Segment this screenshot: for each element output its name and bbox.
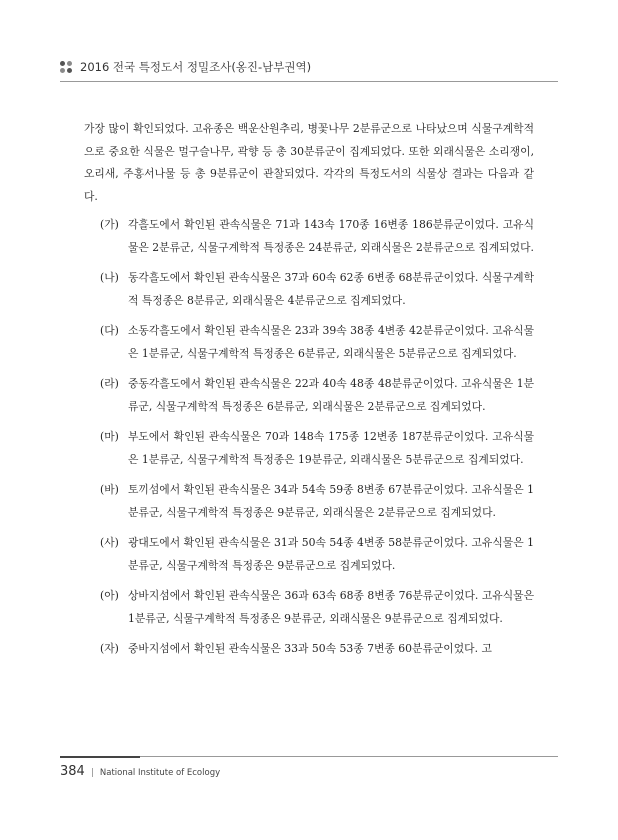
item-text: 상바지섬에서 확인된 관속식물은 36과 63속 68종 8변종 76분류군이었다. 고유식물은 1분류군, 식물구계학적 특정종은 9분류군, 외래식물은 9분류군으로 집계되었다.	[128, 589, 534, 625]
list-item	[100, 585, 534, 630]
page-footer	[60, 756, 558, 779]
item-text: 중동각흘도에서 확인된 관속식물은 22과 40속 48종 48분류군이었다. 고유식물은 1분류군, 식물구계학적 특정종은 6분류군, 외래식물은 2분류군으로 집계되었다.	[128, 377, 534, 413]
intro-paragraph: 가장 많이 확인되었다. 고유종은 백운산원추리, 병꽃나무 2분류군으로 나타났으며 식물구계학적으로 중요한 식물은 멀구슬나무, 곽향 등 총 30분류군이 집계되었다. 또한 외래식물은 소리쟁이, 오리새, 주홍서나물 등 총 9분류군이 관찰되었다. 각각의 특정도서의 식물상 결과는 다음과 같다.	[84, 122, 534, 203]
footer-accent-bar	[60, 756, 140, 758]
item-text: 소동각흘도에서 확인된 관속식물은 23과 39속 38종 4변종 42분류군이었다. 고유식물은 1분류군, 식물구계학적 특정종은 6분류군, 외래식물은 5분류군으로 집계되었다.	[128, 324, 534, 360]
item-label: (라)	[100, 377, 119, 390]
item-label: (사)	[100, 536, 119, 549]
list-item	[100, 267, 534, 312]
island-list	[100, 214, 534, 669]
footer-separator: |	[90, 767, 94, 778]
list-item	[100, 638, 534, 661]
item-label: (가)	[100, 218, 119, 231]
list-item	[100, 426, 534, 471]
item-label: (마)	[100, 430, 119, 443]
page-header	[60, 56, 558, 82]
item-label: (바)	[100, 483, 119, 496]
item-text: 부도에서 확인된 관속식물은 70과 148속 175종 12변종 187분류군이었다. 고유식물은 1분류군, 식물구계학적 특정종은 19분류군, 외래식물은 5분류군으로 집계되었다.	[128, 430, 534, 466]
footer-publisher: National Institute of Ecology	[99, 767, 221, 778]
list-item	[100, 532, 534, 577]
dots-icon	[60, 61, 74, 73]
list-item	[100, 214, 534, 259]
header-divider	[60, 81, 558, 82]
item-text: 토끼섬에서 확인된 관속식물은 34과 54속 59종 8변종 67분류군이었다. 고유식물은 1분류군, 식물구계학적 특정종은 9분류군, 외래식물은 2분류군으로 집계되었다.	[128, 483, 534, 519]
footer-row	[60, 764, 558, 779]
item-label: (다)	[100, 324, 119, 337]
page-number: 384	[60, 763, 85, 779]
list-item	[100, 373, 534, 418]
header-title: 2016 전국 특정도서 정밀조사(옹진-남부권역)	[80, 60, 312, 74]
list-item	[100, 320, 534, 365]
item-label: (자)	[100, 642, 119, 655]
item-text: 중바지섬에서 확인된 관속식물은 33과 50속 53종 7변종 60분류군이었다. 고	[128, 642, 492, 655]
item-label: (나)	[100, 271, 119, 284]
item-text: 광대도에서 확인된 관속식물은 31과 50속 54종 4변종 58분류군이었다. 고유식물은 1분류군, 식물구계학적 특정종은 9분류군으로 집계되었다.	[128, 536, 534, 572]
header-row	[60, 56, 558, 78]
item-text: 동각흘도에서 확인된 관속식물은 37과 60속 62종 6변종 68분류군이었다. 식물구계학적 특정종은 8분류군, 외래식물은 4분류군으로 집계되었다.	[128, 271, 534, 307]
list-item	[100, 479, 534, 524]
item-text: 각흘도에서 확인된 관속식물은 71과 143속 170종 16변종 186분류군이었다. 고유식물은 2분류군, 식물구계학적 특정종은 24분류군, 외래식물은 2분류군으로 집계되었다.	[128, 218, 534, 254]
item-label: (아)	[100, 589, 119, 602]
